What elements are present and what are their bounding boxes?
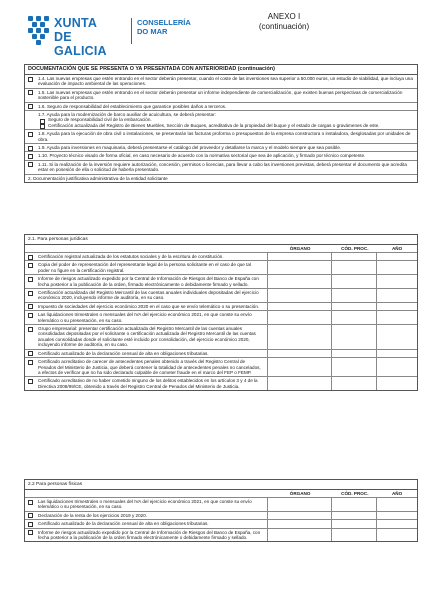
- organ-cell[interactable]: [268, 520, 333, 527]
- checkbox[interactable]: [40, 124, 45, 129]
- item-1-5: 1.5. Las nuevas empresas que estén entrando en el sector deberán presentar un informe independiente de comercialización, que existen buenas perspectivas de comercialización sostenible para el producto.: [25, 89, 417, 103]
- row-description: Certificado actualizado de la declaración censual de alta en obligaciones tributarias.: [25, 350, 268, 357]
- checkbox[interactable]: [28, 500, 33, 505]
- code-cell[interactable]: [332, 289, 377, 302]
- checkbox[interactable]: [28, 90, 33, 95]
- row-description: Las liquidaciones trimestrales o mensuales del IVA del ejercicio económico 2021, en que conste su envío telemático o su presentación, en su caso.: [25, 498, 268, 511]
- item-1-7: 1.7. Ayuda para la modernización de barco auxiliar de acuicultura, se deberá presentar: Seguro de responsabilidad civil de la embarcación. Certificación actualizada del Registro de Bienes Muebles, Sección de Buques, acreditativa de la propiedad del buque y el estado de cargas o gravámenes de este.: [25, 111, 417, 130]
- annex-title: ANEXO I (continuación): [258, 12, 310, 31]
- item-1-11: 1.11. Si la realización de la inversión requiere autorización, concesión, permisos o licencias, para llevar a cabo las inversiones previstas, deberá presentar el documento que acredita estar en posesión de ella o solicitud de haberla presentado.: [25, 161, 417, 175]
- organ-cell[interactable]: [268, 498, 333, 511]
- row-description: Informe de riesgos actualizado expedido por la Central de Información de Riesgos del Banco de España con fecha posterior a la publicación de la orden, firmado electrónicamente o debidamente firmado y sellado.: [25, 275, 268, 288]
- code-cell[interactable]: [332, 520, 377, 527]
- subitem-registry: Certificación actualizada del Registro de Bienes Muebles, Sección de Buques, acreditativa de la propiedad del buque y el estado de cargas o gravámenes de este.: [38, 123, 414, 128]
- section2-title: 2. Documentación justificativa administrativa de la entidad solicitante: [28, 175, 168, 181]
- checkbox[interactable]: [28, 351, 33, 356]
- organ-cell[interactable]: [268, 261, 333, 274]
- table-row: [25, 358, 417, 377]
- row-description: Informe de riesgos actualizado expedido por la Central de Información de Riesgos del Banco de España, con fecha posterior a la publicación de la orden firmado electrónicamente o debidamente firmado y sellado.: [25, 529, 268, 542]
- checkbox[interactable]: [28, 522, 33, 527]
- code-cell[interactable]: [332, 261, 377, 274]
- code-cell[interactable]: [332, 358, 377, 376]
- table-row: [25, 377, 417, 390]
- code-cell[interactable]: [332, 311, 377, 324]
- checkbox[interactable]: [28, 162, 33, 167]
- year-cell[interactable]: [377, 253, 417, 260]
- row-description: Certificación actualizada del Registro Mercantil de las cuentas anuales individuales depositadas del ejercicio económico 2020, incluyendo informe de auditoría, en su caso.: [25, 289, 268, 302]
- col-ano: AÑO: [391, 246, 403, 251]
- row-description: Certificado acreditativo de no haber cometido ninguno de los delitos establecidos en los artículos 3 y 4 de la Directiva 2008/99/CE, obtenido a través del Registro Central de Penados del Ministerio de Justicia.: [25, 377, 268, 390]
- item-1-9: 1.9. Ayuda para inversiones en maquinaria, deberá presentarse el catálogo del proveedor y detallarse la marca y el modelo siempre que sea posible.: [25, 144, 417, 152]
- table-row: [25, 275, 417, 289]
- table-fisicas: [24, 479, 418, 542]
- year-cell[interactable]: [377, 350, 417, 357]
- item-1-10: 1.10. Proyecto técnico visado de forma oficial, en caso necesario de acuerdo con la normativa sectorial que sea de aplicación, y firmado por técnico competente.: [25, 152, 417, 160]
- column-headers: [25, 245, 417, 253]
- document-header: [24, 0, 418, 62]
- checkbox[interactable]: [28, 313, 33, 318]
- row-description: Certificación registral actualizada de los estatutos sociales y de la escritura de constitución.: [25, 253, 268, 260]
- code-cell[interactable]: [332, 498, 377, 511]
- col-organo: ÓRGANO: [289, 246, 311, 251]
- table-row: [25, 325, 417, 350]
- checkbox[interactable]: [28, 530, 33, 535]
- table-row: [25, 261, 417, 275]
- logo-wordmark: XUNTA DE GALICIA: [54, 16, 107, 58]
- xunta-logo: [28, 16, 228, 58]
- year-cell[interactable]: [377, 529, 417, 542]
- checkbox[interactable]: [28, 304, 33, 309]
- year-cell[interactable]: [377, 498, 417, 511]
- code-cell[interactable]: [332, 303, 377, 310]
- col-cod-proc: CÓD. PROC.: [341, 491, 369, 496]
- code-cell[interactable]: [332, 275, 377, 288]
- code-cell[interactable]: [332, 529, 377, 542]
- row-description: Copia del poder de representación del representante legal de la persona solicitante en el caso de que tal poder no figure en la certificación registral.: [25, 261, 268, 274]
- crest-icon: [28, 16, 50, 46]
- organ-cell[interactable]: [268, 325, 333, 349]
- year-cell[interactable]: [377, 275, 417, 288]
- section-title: DOCUMENTACIÓN QUE SE PRESENTA O YA PRESENTADA CON ANTERIORIDAD (continuación): [25, 65, 417, 75]
- col-organo: ÓRGANO: [289, 491, 311, 496]
- checkbox[interactable]: [28, 132, 33, 137]
- organ-cell[interactable]: [268, 275, 333, 288]
- table-row: [25, 529, 417, 542]
- item-1-8: 1.8. Ayuda para la ejecución de obra civil o instalaciones, se presentarán las facturas proforma o presupuestos de la empresa constructora o instaladora, desglosadas por unidades de obra.: [25, 130, 417, 144]
- table-row: [25, 350, 417, 358]
- table-row: [25, 289, 417, 303]
- table-row: [25, 520, 417, 528]
- item-1-4: 1.4. Las nuevas empresas que estén entrando en el sector deberán presentar, cuando el coste de las inversiones sea superior a 50.000 euros, un estudio de viabilidad, que incluya una evaluación de impacto ambiental de las operaciones.: [25, 75, 417, 89]
- row-description: Certificado actualizado de la declaración censual de alta en obligaciones tributarias.: [25, 520, 268, 527]
- table-row: [25, 512, 417, 520]
- code-cell[interactable]: [332, 325, 377, 349]
- subitem-insurance: Seguro de responsabilidad civil de la embarcación.: [38, 117, 414, 122]
- table-row: [25, 253, 417, 261]
- table-row: [25, 311, 417, 325]
- organ-cell[interactable]: [268, 311, 333, 324]
- row-description: Las liquidaciones trimestrales o mensuales del IVA del ejercicio económico 2021, en que conste su envío telemático o su presentación, en su caso.: [25, 311, 268, 324]
- row-description: Certificado acreditativo de carecer de antecedentes penales obtenido a través del Registro Central de Penados del Ministerio de Justicia, que deberá contener la totalidad de antecedentes penales no cancelados, a efectos de verificar que no ha sido declarado culpable de cometer fraude en el marco del FEP o FEMP.: [25, 358, 268, 376]
- item-1-6: 1.6. Seguro de responsabilidad del establecimiento que garantice posibles daños a terceros.: [25, 103, 417, 111]
- organ-cell[interactable]: [268, 358, 333, 376]
- year-cell[interactable]: [377, 311, 417, 324]
- table-row: [25, 498, 417, 512]
- checkbox[interactable]: [28, 277, 33, 282]
- row-description: Declaración de la renta de los ejercicios 2019 y 2020.: [25, 512, 268, 519]
- checkbox[interactable]: [28, 327, 33, 332]
- checkbox[interactable]: [28, 154, 33, 159]
- year-cell[interactable]: [377, 261, 417, 274]
- year-cell[interactable]: [377, 520, 417, 527]
- checkbox[interactable]: [28, 360, 33, 365]
- organ-cell[interactable]: [268, 289, 333, 302]
- organ-cell[interactable]: [268, 529, 333, 542]
- organ-cell[interactable]: [268, 253, 333, 260]
- table-row: [25, 303, 417, 311]
- checkbox[interactable]: [28, 146, 33, 151]
- row-description: Impuesto de sociedades del ejercicio económico 2020 en el caso que se envío telemático o su presentación.: [25, 303, 268, 310]
- organ-cell[interactable]: [268, 350, 333, 357]
- checkbox[interactable]: [28, 255, 33, 260]
- year-cell[interactable]: [377, 377, 417, 390]
- checkbox[interactable]: [28, 77, 33, 82]
- year-cell[interactable]: [377, 358, 417, 376]
- code-cell[interactable]: [332, 253, 377, 260]
- code-cell[interactable]: [332, 377, 377, 390]
- section-documentation: [24, 64, 418, 183]
- year-cell[interactable]: [377, 303, 417, 310]
- checkbox[interactable]: [28, 291, 33, 296]
- year-cell[interactable]: [377, 512, 417, 519]
- organ-cell[interactable]: [268, 377, 333, 390]
- column-headers: [25, 490, 417, 498]
- table-juridicas: [24, 234, 418, 391]
- organ-cell[interactable]: [268, 303, 333, 310]
- group-title: 2.2 Para personas físicas: [25, 480, 417, 490]
- code-cell[interactable]: [332, 512, 377, 519]
- row-description: Grupo empresarial: presentar certificación actualizada del Registro Mercantil de las cuentas anuales consolidadas depositadas por el solicitante o certificación actualizada del Registro Mercantil de las cuentas anuales consolidadas donde el solicitante esté incluido por consolidación, del ejercicio económico 2020, incluyendo informe de auditoría, en su caso.: [25, 325, 268, 349]
- col-ano: AÑO: [391, 491, 403, 496]
- checkbox[interactable]: [28, 379, 33, 384]
- checkbox[interactable]: [28, 513, 33, 518]
- checkbox[interactable]: [28, 104, 33, 109]
- group-title: 2.1. Para personas jurídicas: [25, 235, 417, 245]
- document-page: [24, 0, 418, 541]
- department-name: CONSELLERÍA DO MAR: [137, 18, 191, 36]
- col-cod-proc: CÓD. PROC.: [341, 246, 369, 251]
- code-cell[interactable]: [332, 350, 377, 357]
- year-cell[interactable]: [377, 289, 417, 302]
- year-cell[interactable]: [377, 325, 417, 349]
- organ-cell[interactable]: [268, 512, 333, 519]
- checkbox[interactable]: [28, 263, 33, 268]
